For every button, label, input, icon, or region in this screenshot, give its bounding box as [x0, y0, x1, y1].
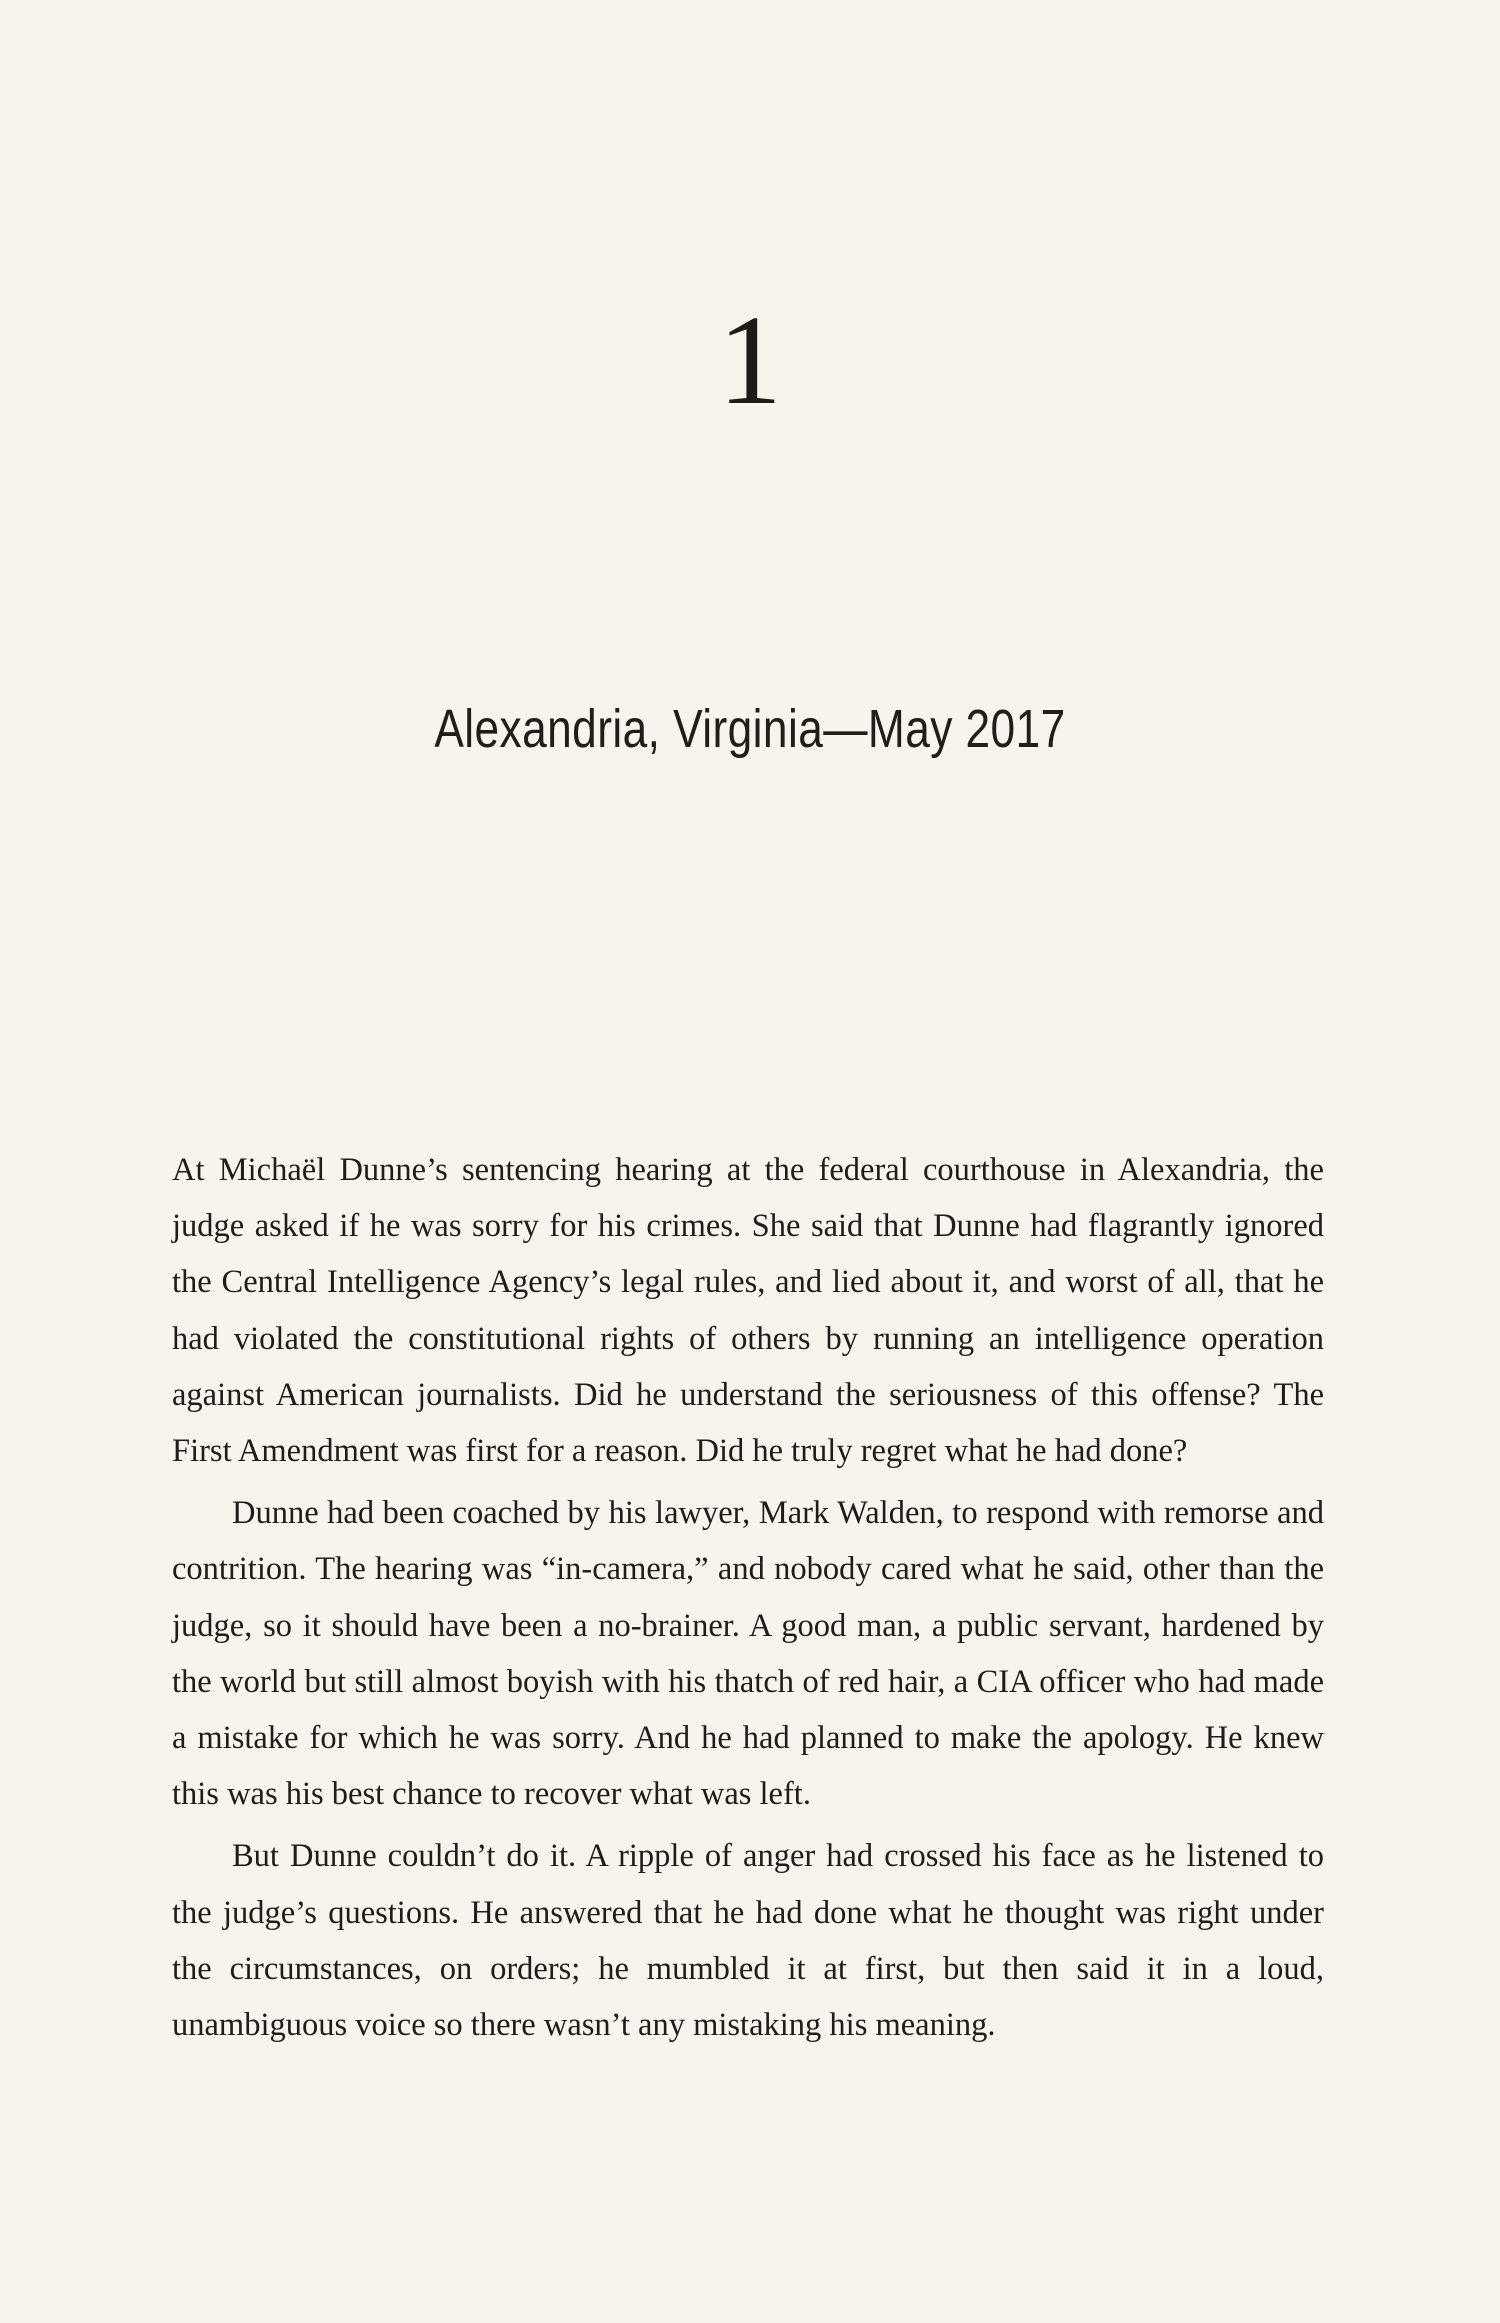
- chapter-location-heading: Alexandria, Virginia—May 2017: [434, 699, 1066, 759]
- paragraph-1: At Michaël Dunne’s sentencing hearing at the federal courthouse in Alexandria, the judge asked if he was sorry for his crimes. She said that Dunne had flagrantly ignored the Central Intelligence Agency’s legal rules, and lied about it, and worst of all, that he had violated the constitutional rights of others by running an intelligence operation against American journalists. Did he understand the seriousness of this offense? The First Amendment was first for a reason. Did he truly regret what he had done?: [172, 1152, 1324, 1470]
- chapter-number: 1: [718, 289, 782, 431]
- paragraph-3: But Dunne couldn’t do it. A ripple of anger had crossed his face as he listened to the judge’s questions. He answered that he had done what he thought was right under the circumstances, on orders; he mumbled it at first, but then said it in a loud, unambiguous voice so there wasn’t any mistaking his meaning.: [172, 1838, 1324, 2044]
- paragraph-2: Dunne had been coached by his lawyer, Mark Walden, to respond with remorse and contrition. The hearing was “in-camera,” and nobody cared what he said, other than the judge, so it should have been a no-brainer. A good man, a public servant, hardened by the world but still almost boyish with his thatch of red hair, a CIA officer who had made a mistake for which he was sorry. And he had planned to make the apology. He knew this was his best chance to recover what was left.: [172, 1495, 1324, 1813]
- chapter-body: [172, 1142, 1324, 2053]
